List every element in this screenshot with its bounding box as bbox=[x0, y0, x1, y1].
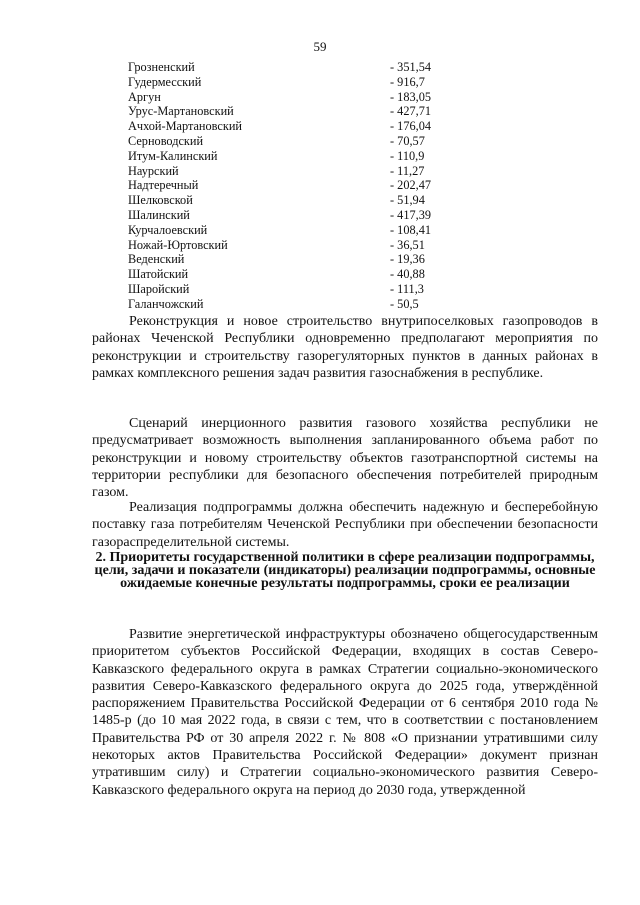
paragraph-text: Развитие энергетической инфраструктуры обозначено общегосударственным приоритетом субъектов Российской Федерации, входящих в состав Северо-Кавказского федерального округа в рамках Стратегии социально-экономического развития Северо-Кавказского федерального округа до 2025 года, утверждённой распоряжением Правительства Российской Федерации от 6 сентября 2010 года № 1485-р (до 10 мая 2022 года, в связи с тем, что в соответствии с постановлением Правительства РФ от 30 апреля 2022 г. № 808 «О признании утратившими силу некоторых актов Правительства Российской Федерации» документ признан утратившим силу) и Стратегии социально-экономического развития Северо-Кавказского федерального округа на период до 2030 года, утвержденной bbox=[92, 627, 598, 798]
district-name: Веденский bbox=[128, 252, 185, 267]
district-value: - 110,9 bbox=[390, 148, 425, 163]
paragraph-reconstruction bbox=[92, 313, 598, 382]
district-name: Ножай-Юртовский bbox=[128, 237, 228, 252]
district-name: Итум-Калинский bbox=[128, 148, 218, 163]
list-item bbox=[128, 267, 468, 282]
district-name: Урус-Мартановский bbox=[128, 104, 234, 119]
district-value: - 50,5 bbox=[390, 296, 419, 311]
paragraph-energy-infrastructure bbox=[92, 626, 598, 799]
paragraph-implementation bbox=[92, 499, 598, 551]
district-name: Гудермесский bbox=[128, 74, 202, 89]
list-item bbox=[128, 75, 468, 90]
list-item bbox=[128, 282, 468, 297]
list-item bbox=[128, 134, 468, 149]
district-value: - 70,57 bbox=[390, 133, 425, 148]
district-value: - 202,47 bbox=[390, 178, 431, 193]
section-heading: 2. Приоритеты государственной политики в сфере реализации подпрограммы, цели, задачи и показатели (индикаторы) реализации подпрограммы, основные ожидаемые конечные результаты подпрограммы, сроки ее реализации bbox=[94, 550, 596, 592]
paragraph-inertial-scenario bbox=[92, 415, 598, 501]
district-name: Надтеречный bbox=[128, 178, 199, 193]
district-name: Шаройский bbox=[128, 281, 190, 296]
district-name: Ачхой-Мартановский bbox=[128, 119, 242, 134]
district-value: - 916,7 bbox=[390, 74, 425, 89]
district-value: - 40,88 bbox=[390, 267, 425, 282]
list-item bbox=[128, 164, 468, 179]
paragraph-text: Реализация подпрограммы должна обеспечить надежную и бесперебойную поставку газа потребителям Чеченской Республики при обеспечении безопасности газораспределительной системы. bbox=[92, 500, 598, 550]
list-item bbox=[128, 149, 468, 164]
district-name: Грозненский bbox=[128, 60, 195, 74]
district-name: Шалинский bbox=[128, 207, 190, 222]
district-value: - 183,05 bbox=[390, 89, 431, 104]
page-number: 59 bbox=[313, 39, 327, 54]
district-name: Аргун bbox=[128, 89, 161, 104]
district-value: - 19,36 bbox=[390, 252, 425, 267]
district-value: - 11,27 bbox=[390, 163, 425, 178]
district-value: - 111,3 bbox=[390, 281, 424, 296]
list-item bbox=[128, 178, 468, 193]
paragraph-text: Реконструкция и новое строительство внутрипоселковых газопроводов в районах Чеченской Республики одновременно предполагают мероприятия по реконструкции и строительству газорегуляторных пунктов в данных районах в рамках комплексного решения задач развития газоснабжения в республике. bbox=[92, 314, 598, 381]
district-name: Шатойский bbox=[128, 267, 189, 282]
district-value: - 351,54 bbox=[390, 60, 431, 74]
list-item bbox=[128, 193, 468, 208]
district-value: - 108,41 bbox=[390, 222, 431, 237]
list-item bbox=[128, 104, 468, 119]
list-item bbox=[128, 90, 468, 105]
district-name: Наурский bbox=[128, 163, 179, 178]
list-item bbox=[128, 252, 468, 267]
district-value: - 417,39 bbox=[390, 207, 431, 222]
list-item bbox=[128, 119, 468, 134]
district-value: - 51,94 bbox=[390, 193, 425, 208]
district-value: - 427,71 bbox=[390, 104, 431, 119]
district-value: - 176,04 bbox=[390, 119, 431, 134]
district-values-list bbox=[128, 60, 468, 312]
list-item bbox=[128, 297, 468, 312]
list-item bbox=[128, 60, 468, 75]
district-name: Курчалоевский bbox=[128, 222, 208, 237]
district-name: Серноводский bbox=[128, 133, 204, 148]
list-item bbox=[128, 223, 468, 238]
list-item bbox=[128, 238, 468, 253]
district-name: Галанчожский bbox=[128, 296, 204, 311]
paragraph-text: Сценарий инерционного развития газового хозяйства республики не предусматривает возможность выполнения запланированного объема работ по реконструкции и новому строительству объектов газотранспортной системы на территории республики для безопасного обеспечения потребителей природным газом. bbox=[92, 416, 598, 501]
district-value: - 36,51 bbox=[390, 237, 425, 252]
list-item bbox=[128, 208, 468, 223]
district-name: Шелковской bbox=[128, 193, 193, 208]
